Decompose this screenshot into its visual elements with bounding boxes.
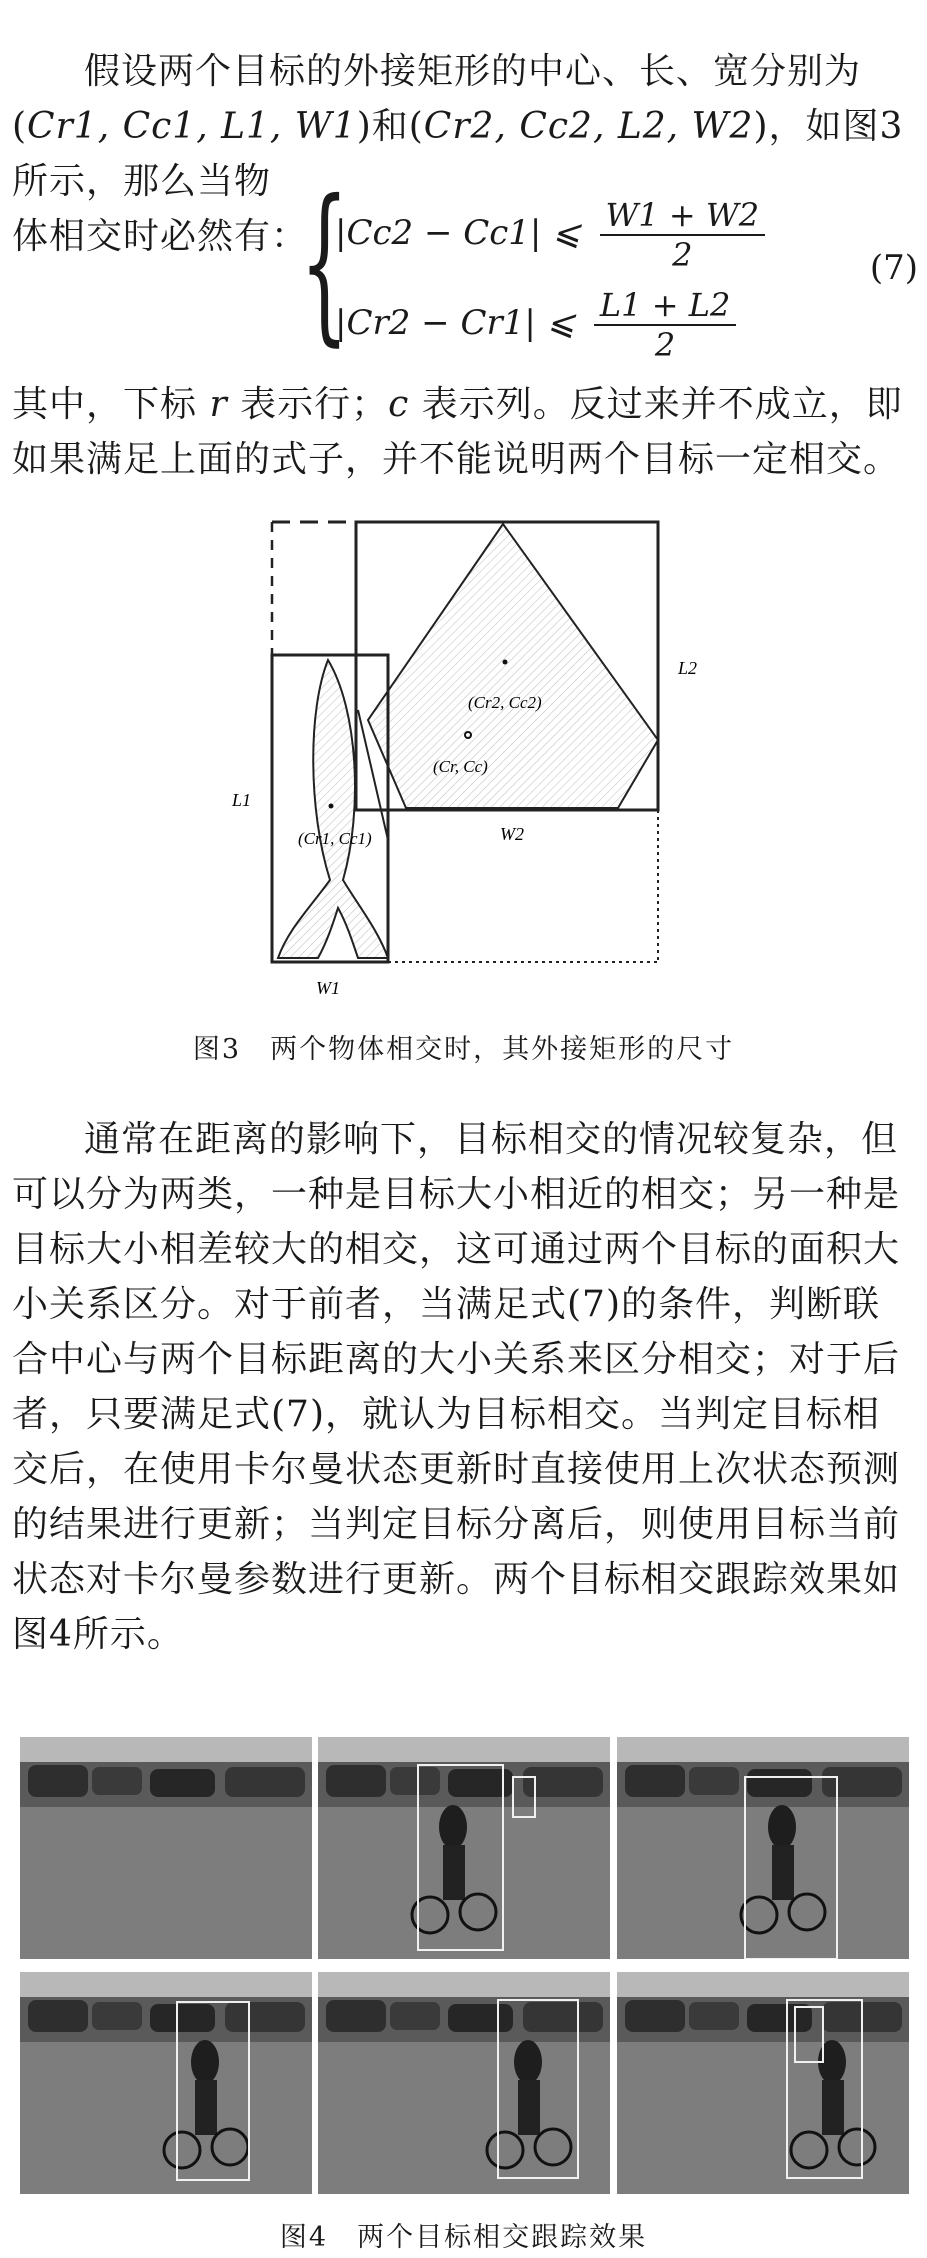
equation-row-1: |Cc2 − Cc1| ⩽ $\frac{W1 + W2}{2}$: [335, 196, 765, 274]
fraction-w: $\frac{W1 + W2}{2}$: [600, 196, 766, 274]
object-2-shape: [368, 524, 658, 808]
equation-7: [300, 164, 920, 364]
tuple-1: Cr1, Cc1, L1, W1: [27, 106, 357, 147]
tracking-frame-6: [617, 1972, 909, 2194]
equation-number: (7): [869, 248, 918, 288]
figure-3-diagram: [228, 510, 708, 1020]
tracking-frame-2: [318, 1737, 610, 1959]
paragraph-subscript-note: 其中，下标 r 表示行；c 表示列。反过来并不成立，即如果满足上面的式子，并不能说明两个目标一定相交。: [12, 384, 903, 480]
equation-brace: {: [300, 164, 349, 362]
fraction-l: $\frac{L1 + L2}{2}$: [594, 286, 736, 364]
label-c1: (Cr1, Cc1): [298, 829, 372, 848]
paragraph-intersection-handling: 通常在距离的影响下，目标相交的情况较复杂，但可以分为两类，一种是目标大小相近的相交；另一种是目标大小相差较大的相交，这可通过两个目标的面积大小关系区分。对于前者，当满足式(7)的条件，判断联合中心与两个目标距离的大小关系来区分相交；对于后者，只要满足式(7)，就认为目标相交。当判定目标相交后，在使用卡尔曼状态更新时直接使用上次状态预测的结果进行更新；当判定目标分离后，则使用目标当前状态对卡尔曼参数进行更新。两个目标相交跟踪效果如图4所示。: [12, 1119, 901, 1655]
tracking-frame-5: [318, 1972, 610, 2194]
equation-row-2: |Cr2 − Cr1| ⩽ $\frac{L1 + L2}{2}$: [335, 286, 736, 364]
paragraph-intro: 假设两个目标的外接矩形的中心、长、宽分别为 (Cr1, Cc1, L1, W1)和(Cr2, Cc2, L2, W2)，如图3所示，那么当物 体相交时必然有：: [12, 51, 904, 257]
label-L2: L2: [678, 658, 698, 678]
label-W2: W2: [500, 824, 524, 844]
tracking-frame-4: [20, 1972, 312, 2194]
tuple-2: Cr2, Cc2, L2, W2: [423, 106, 754, 147]
tracking-frame-3: [617, 1737, 909, 1959]
intro-line-1: 假设两个目标的外接矩形的中心、长、宽分别为: [84, 51, 862, 92]
tracking-frame-1: [20, 1737, 312, 1959]
label-c2: (Cr2, Cc2): [468, 693, 542, 712]
label-c: (Cr, Cc): [433, 757, 488, 776]
center-point-2: [503, 660, 508, 665]
center-point-1: [329, 804, 334, 809]
figure-4-caption: 图4 两个目标相交跟踪效果: [279, 2222, 648, 2253]
label-L1: L1: [232, 790, 252, 810]
intro-line-3: 体相交时必然有：: [12, 216, 309, 257]
figure-3-caption: 图3 两个物体相交时，其外接矩形的尺寸: [192, 1034, 735, 1065]
label-W1: W1: [316, 978, 340, 998]
